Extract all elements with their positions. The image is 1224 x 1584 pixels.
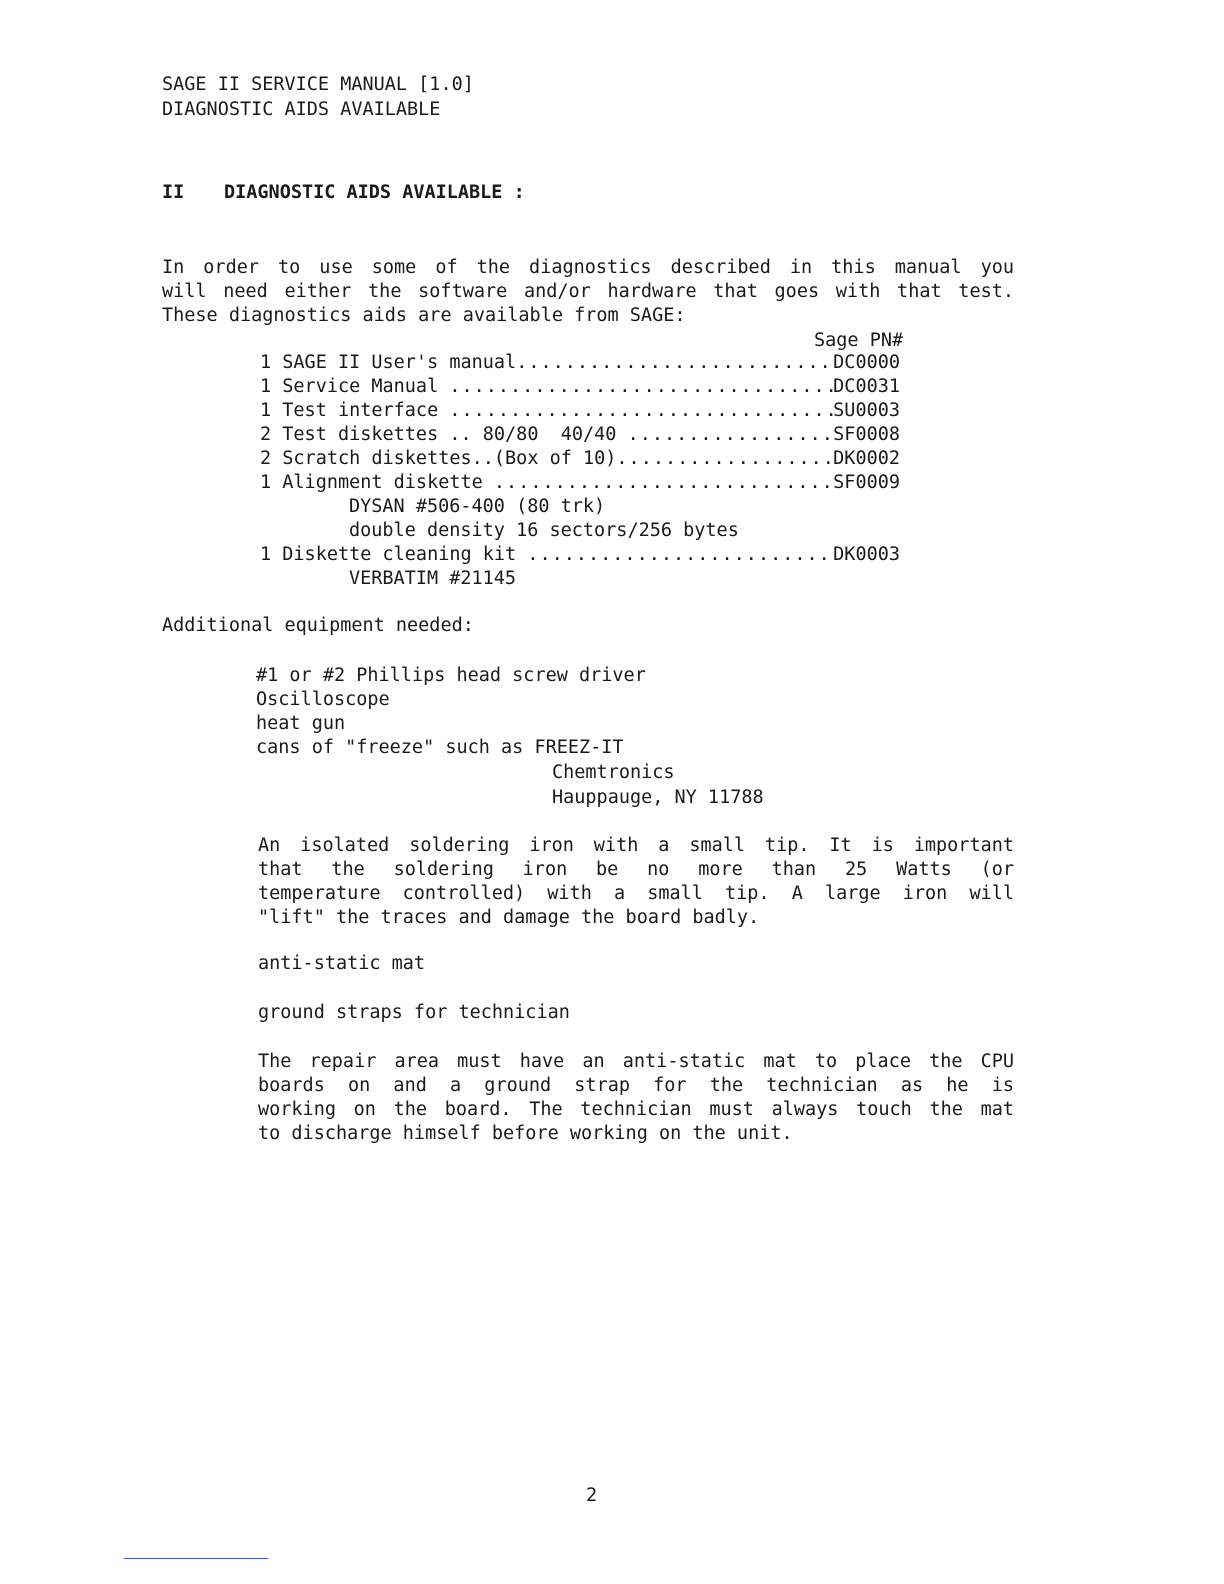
soldering-line: that the soldering iron be no more than 25 Watts (or	[258, 859, 1014, 880]
page-number: 2	[586, 1485, 598, 1506]
repair-line: boards on and a ground strap for the technician as he is	[258, 1075, 1014, 1096]
part-desc: Scratch diskettes..(Box of 10)	[282, 448, 617, 469]
part-number: SF0009	[833, 472, 900, 493]
part-qty: 2	[260, 424, 272, 445]
leader-dots	[494, 472, 833, 494]
part-desc: Test interface	[282, 400, 450, 421]
repair-line: working on the board. The technician must always touch the mat	[258, 1099, 1014, 1120]
part-desc: Service Manual	[282, 376, 450, 397]
part-number: DK0002	[833, 448, 900, 469]
part-row	[260, 400, 900, 422]
part-row	[260, 448, 900, 470]
part-desc: SAGE II User's manual	[282, 352, 517, 373]
part-desc: Alignment diskette	[282, 472, 494, 493]
part-qty: 1	[260, 400, 272, 421]
part-row	[260, 352, 900, 374]
part-number: DK0003	[833, 544, 900, 565]
bottom-rule	[124, 1558, 268, 1559]
additional-equipment-heading: Additional equipment needed:	[162, 615, 474, 636]
tool-item: cans of "freeze" such as FREEZ-IT	[256, 737, 624, 758]
leader-dots	[527, 544, 833, 566]
leader-dots	[516, 352, 833, 374]
intro-line: In order to use some of the diagnostics described in this manual you	[162, 257, 1014, 278]
leader-dots	[628, 424, 834, 446]
part-row	[260, 424, 900, 446]
soldering-paragraph	[258, 834, 1014, 930]
part-number: DC0000	[833, 352, 900, 373]
manual-title: SAGE II SERVICE MANUAL [1.0]	[162, 74, 474, 95]
tool-item: heat gun	[256, 713, 346, 734]
alignment-note: double density 16 sectors/256 bytes	[349, 520, 739, 541]
part-row	[260, 472, 900, 494]
intro-paragraph	[162, 256, 1014, 328]
ground-straps: ground straps for technician	[258, 1002, 570, 1023]
soldering-line: "lift" the traces and damage the board badly.	[258, 907, 760, 928]
part-desc: Diskette cleaning kit	[282, 544, 528, 565]
soldering-line: An isolated soldering iron with a small tip. It is important	[258, 835, 1014, 856]
part-number: SF0008	[833, 424, 900, 445]
section-title: DIAGNOSTIC AIDS AVAILABLE :	[224, 182, 525, 203]
manual-subtitle: DIAGNOSTIC AIDS AVAILABLE	[162, 99, 441, 120]
section-number: II	[162, 182, 185, 203]
tool-item: Oscilloscope	[256, 689, 390, 710]
part-qty: 2	[260, 448, 272, 469]
part-qty: 1	[260, 544, 272, 565]
part-qty: 1	[260, 472, 272, 493]
freeze-source-address: Hauppauge, NY 11788	[552, 787, 764, 808]
part-number-column-header: Sage PN#	[814, 330, 904, 351]
cleaning-kit-note: VERBATIM #21145	[349, 568, 517, 589]
leader-dots	[449, 400, 833, 422]
intro-line: These diagnostics aids are available from SAGE:	[162, 305, 686, 326]
part-row	[260, 376, 900, 398]
repair-line: The repair area must have an anti-static mat to place the CPU	[258, 1051, 1014, 1072]
intro-line: will need either the software and/or hardware that goes with that test.	[162, 281, 1014, 302]
part-number: SU0003	[833, 400, 900, 421]
part-number: DC0031	[833, 376, 900, 397]
tool-item: #1 or #2 Phillips head screw driver	[256, 665, 646, 686]
part-qty: 1	[260, 352, 272, 373]
antistatic-mat: anti-static mat	[258, 953, 426, 974]
soldering-line: temperature controlled) with a small tip. A large iron will	[258, 883, 1014, 904]
repair-line: to discharge himself before working on the unit.	[258, 1123, 793, 1144]
part-row	[260, 544, 900, 566]
repair-paragraph	[258, 1050, 1014, 1146]
part-qty: 1	[260, 376, 272, 397]
leader-dots	[449, 376, 833, 398]
alignment-note: DYSAN #506-400 (80 trk)	[349, 496, 606, 517]
freeze-source: Chemtronics	[552, 762, 675, 783]
part-desc: Test diskettes .. 80/80 40/40	[282, 424, 628, 445]
leader-dots	[616, 448, 833, 470]
